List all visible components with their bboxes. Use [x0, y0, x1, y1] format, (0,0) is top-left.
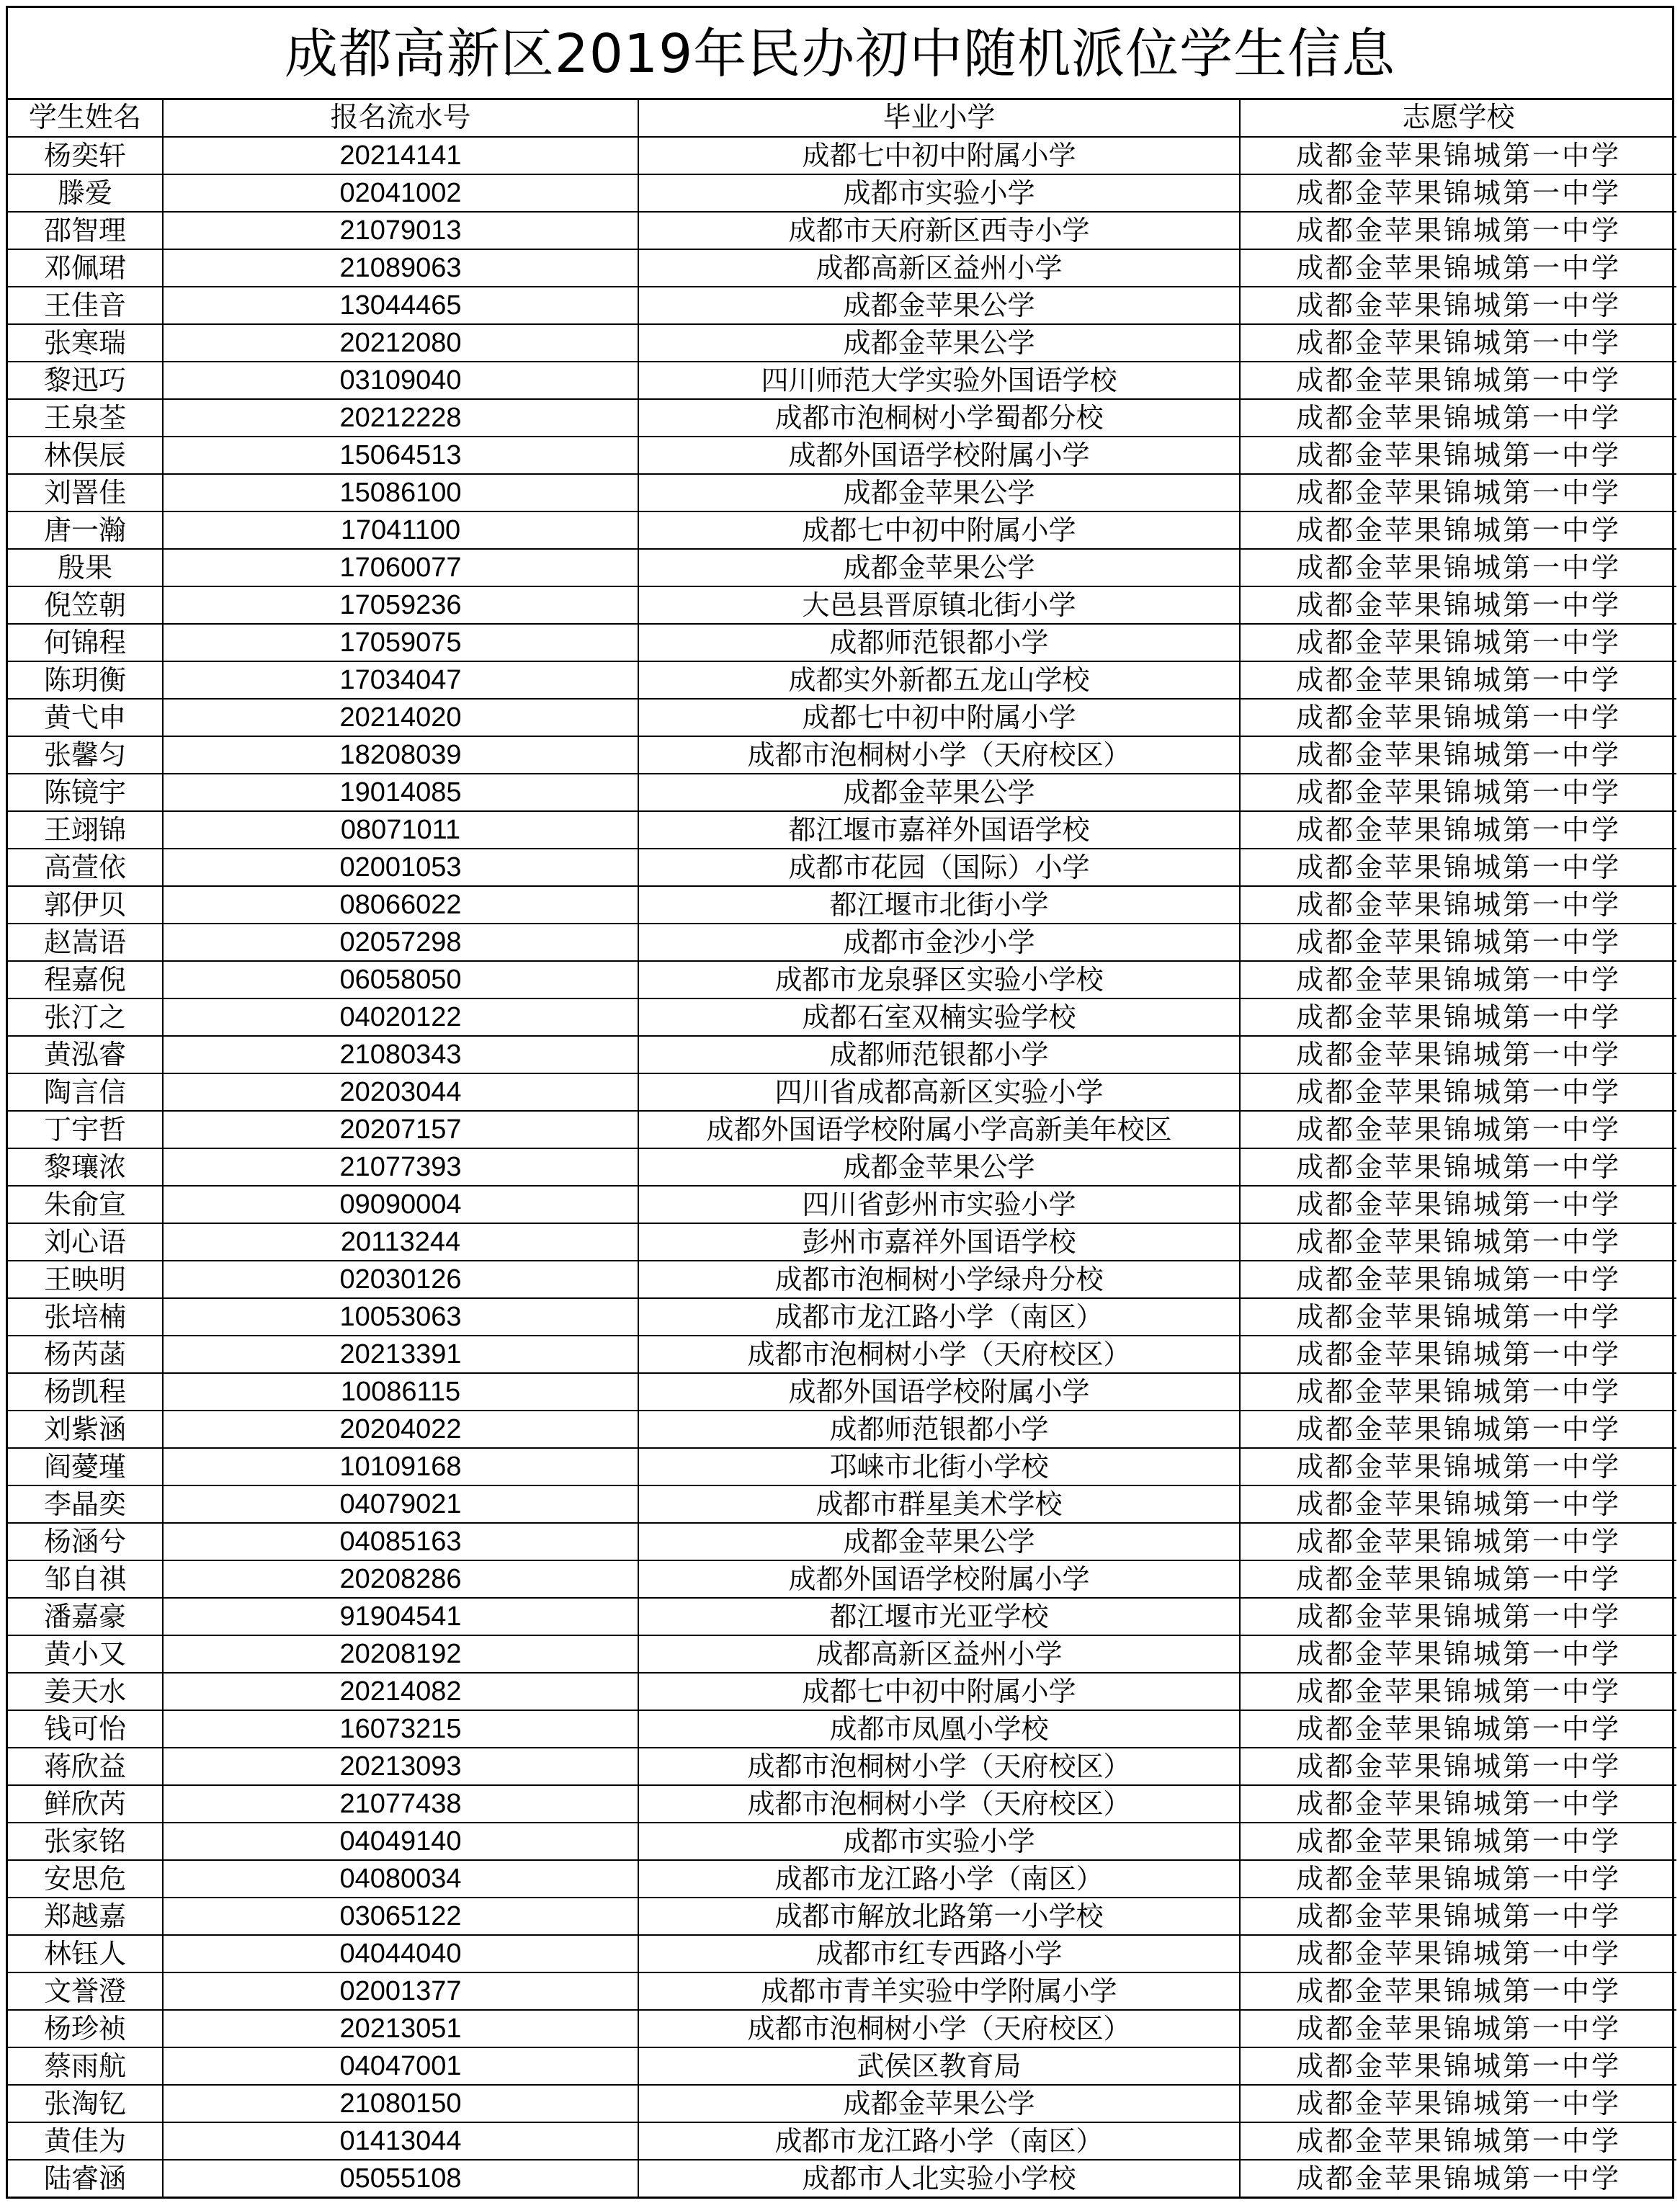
primary-school-cell: 成都金苹果公学	[638, 287, 1240, 324]
primary-school-cell: 大邑县晋原镇北街小学	[638, 586, 1240, 624]
primary-school-cell: 成都金苹果公学	[638, 549, 1240, 586]
primary-school-cell: 彭州市嘉祥外国语学校	[638, 1223, 1240, 1261]
primary-school-cell: 成都市花园（国际）小学	[638, 849, 1240, 886]
primary-school-cell: 成都师范银都小学	[638, 624, 1240, 661]
preferred-school-cell: 成都金苹果锦城第一中学	[1240, 1598, 1676, 1635]
student-name-cell: 黎瓖浓	[8, 1148, 163, 1186]
table-row	[8, 1036, 1676, 1073]
primary-school-cell: 成都市解放北路第一小学校	[638, 1898, 1240, 1935]
serial-number-cell: 20213093	[163, 1748, 638, 1785]
preferred-school-cell: 成都金苹果锦城第一中学	[1240, 137, 1676, 174]
table-row	[8, 1448, 1676, 1485]
serial-number-cell: 04044040	[163, 1935, 638, 1972]
primary-school-cell: 成都市龙江路小学（南区）	[638, 1298, 1240, 1336]
student-name-cell: 杨凯程	[8, 1373, 163, 1411]
table-row	[8, 549, 1676, 586]
table-row	[8, 362, 1676, 399]
preferred-school-cell: 成都金苹果锦城第一中学	[1240, 1972, 1676, 2010]
student-name-cell: 殷果	[8, 549, 163, 586]
serial-number-cell: 18208039	[163, 736, 638, 774]
table-row	[8, 1710, 1676, 1748]
student-name-cell: 张汀之	[8, 998, 163, 1036]
primary-school-cell: 都江堰市北街小学	[638, 886, 1240, 924]
primary-school-cell: 成都金苹果公学	[638, 2085, 1240, 2122]
serial-number-cell: 16073215	[163, 1710, 638, 1748]
student-name-cell: 黄弋申	[8, 699, 163, 736]
preferred-school-cell: 成都金苹果锦城第一中学	[1240, 1411, 1676, 1448]
student-name-cell: 张寒瑞	[8, 324, 163, 362]
table-row	[8, 624, 1676, 661]
preferred-school-cell: 成都金苹果锦城第一中学	[1240, 1148, 1676, 1186]
student-name-cell: 黄小又	[8, 1635, 163, 1673]
preferred-school-cell: 成都金苹果锦城第一中学	[1240, 1823, 1676, 1860]
primary-school-cell: 成都市实验小学	[638, 174, 1240, 212]
primary-school-cell: 成都市群星美术学校	[638, 1485, 1240, 1523]
table-row	[8, 1972, 1676, 2010]
table-row	[8, 137, 1676, 174]
preferred-school-cell: 成都金苹果锦城第一中学	[1240, 1111, 1676, 1148]
student-name-cell: 王翊锦	[8, 811, 163, 849]
table-row	[8, 1935, 1676, 1972]
primary-school-cell: 四川师范大学实验外国语学校	[638, 362, 1240, 399]
student-name-cell: 蔡雨航	[8, 2047, 163, 2085]
table-row	[8, 1598, 1676, 1635]
preferred-school-cell: 成都金苹果锦城第一中学	[1240, 362, 1676, 399]
preferred-school-cell: 成都金苹果锦城第一中学	[1240, 2047, 1676, 2085]
student-name-cell: 陶言信	[8, 1073, 163, 1111]
primary-school-cell: 成都市泡桐树小学（天府校区）	[638, 1336, 1240, 1373]
serial-number-cell: 20212228	[163, 399, 638, 437]
table-row	[8, 1485, 1676, 1523]
student-name-cell: 唐一瀚	[8, 511, 163, 549]
preferred-school-cell: 成都金苹果锦城第一中学	[1240, 437, 1676, 474]
serial-number-cell: 08071011	[163, 811, 638, 849]
serial-number-cell: 03065122	[163, 1898, 638, 1935]
preferred-school-cell: 成都金苹果锦城第一中学	[1240, 174, 1676, 212]
serial-number-cell: 20203044	[163, 1073, 638, 1111]
serial-number-cell: 21080343	[163, 1036, 638, 1073]
primary-school-cell: 都江堰市光亚学校	[638, 1598, 1240, 1635]
table-row	[8, 1673, 1676, 1710]
student-name-cell: 林钰人	[8, 1935, 163, 1972]
serial-number-cell: 17041100	[163, 511, 638, 549]
serial-number-cell: 20212080	[163, 324, 638, 362]
student-name-cell: 杨珍祯	[8, 2010, 163, 2047]
student-name-cell: 安思危	[8, 1860, 163, 1898]
serial-number-cell: 04080034	[163, 1860, 638, 1898]
preferred-school-cell: 成都金苹果锦城第一中学	[1240, 1036, 1676, 1073]
primary-school-cell: 成都外国语学校附属小学	[638, 1373, 1240, 1411]
primary-school-cell: 四川省成都高新区实验小学	[638, 1073, 1240, 1111]
preferred-school-cell: 成都金苹果锦城第一中学	[1240, 998, 1676, 1036]
spreadsheet	[6, 6, 1674, 2199]
serial-number-cell: 20213391	[163, 1336, 638, 1373]
serial-number-cell: 21077393	[163, 1148, 638, 1186]
preferred-school-cell: 成都金苹果锦城第一中学	[1240, 2085, 1676, 2122]
student-name-cell: 李晶奕	[8, 1485, 163, 1523]
serial-number-cell: 05055108	[163, 2160, 638, 2197]
column-header-name: 学生姓名	[8, 100, 163, 137]
student-name-cell: 张馨匀	[8, 736, 163, 774]
primary-school-cell: 成都市泡桐树小学（天府校区）	[638, 736, 1240, 774]
column-header-preferred-school: 志愿学校	[1240, 100, 1676, 137]
table-row	[8, 1336, 1676, 1373]
serial-number-cell: 20214141	[163, 137, 638, 174]
student-name-cell: 姜天水	[8, 1673, 163, 1710]
table-row	[8, 2160, 1676, 2197]
primary-school-cell: 成都市泡桐树小学蜀都分校	[638, 399, 1240, 437]
primary-school-cell: 都江堰市嘉祥外国语学校	[638, 811, 1240, 849]
table-row	[8, 924, 1676, 961]
preferred-school-cell: 成都金苹果锦城第一中学	[1240, 1710, 1676, 1748]
serial-number-cell: 03109040	[163, 362, 638, 399]
serial-number-cell: 20214082	[163, 1673, 638, 1710]
student-name-cell: 王泉荃	[8, 399, 163, 437]
serial-number-cell: 17059075	[163, 624, 638, 661]
table-row	[8, 2122, 1676, 2160]
page-title: 成都高新区2019年民办初中随机派位学生信息	[8, 8, 1672, 100]
preferred-school-cell: 成都金苹果锦城第一中学	[1240, 549, 1676, 586]
preferred-school-cell: 成都金苹果锦城第一中学	[1240, 1373, 1676, 1411]
student-name-cell: 文誉澄	[8, 1972, 163, 2010]
student-table	[8, 100, 1676, 2197]
preferred-school-cell: 成都金苹果锦城第一中学	[1240, 1785, 1676, 1823]
student-name-cell: 杨涵兮	[8, 1523, 163, 1560]
primary-school-cell: 武侯区教育局	[638, 2047, 1240, 2085]
table-row	[8, 1223, 1676, 1261]
preferred-school-cell: 成都金苹果锦城第一中学	[1240, 1898, 1676, 1935]
preferred-school-cell: 成都金苹果锦城第一中学	[1240, 2010, 1676, 2047]
serial-number-cell: 20214020	[163, 699, 638, 736]
student-name-cell: 杨奕轩	[8, 137, 163, 174]
preferred-school-cell: 成都金苹果锦城第一中学	[1240, 1186, 1676, 1223]
student-name-cell: 刘心语	[8, 1223, 163, 1261]
preferred-school-cell: 成都金苹果锦城第一中学	[1240, 1485, 1676, 1523]
student-name-cell: 倪笠朝	[8, 586, 163, 624]
serial-number-cell: 20208192	[163, 1635, 638, 1673]
primary-school-cell: 成都市龙江路小学（南区）	[638, 2122, 1240, 2160]
table-row	[8, 886, 1676, 924]
preferred-school-cell: 成都金苹果锦城第一中学	[1240, 924, 1676, 961]
serial-number-cell: 20208286	[163, 1560, 638, 1598]
student-name-cell: 黄佳为	[8, 2122, 163, 2160]
student-name-cell: 朱俞宣	[8, 1186, 163, 1223]
table-row	[8, 1748, 1676, 1785]
table-row	[8, 212, 1676, 249]
primary-school-cell: 邛崃市北街小学校	[638, 1448, 1240, 1485]
table-row	[8, 849, 1676, 886]
serial-number-cell: 02041002	[163, 174, 638, 212]
table-row	[8, 2047, 1676, 2085]
primary-school-cell: 四川省彭州市实验小学	[638, 1186, 1240, 1223]
preferred-school-cell: 成都金苹果锦城第一中学	[1240, 961, 1676, 998]
serial-number-cell: 20204022	[163, 1411, 638, 1448]
primary-school-cell: 成都市人北实验小学校	[638, 2160, 1240, 2197]
serial-number-cell: 21079013	[163, 212, 638, 249]
preferred-school-cell: 成都金苹果锦城第一中学	[1240, 1673, 1676, 1710]
serial-number-cell: 15064513	[163, 437, 638, 474]
preferred-school-cell: 成都金苹果锦城第一中学	[1240, 1073, 1676, 1111]
student-name-cell: 林俣辰	[8, 437, 163, 474]
table-row	[8, 998, 1676, 1036]
serial-number-cell: 02001377	[163, 1972, 638, 2010]
column-header-primary-school: 毕业小学	[638, 100, 1240, 137]
primary-school-cell: 成都市红专西路小学	[638, 1935, 1240, 1972]
serial-number-cell: 04049140	[163, 1823, 638, 1860]
student-name-cell: 郭伊贝	[8, 886, 163, 924]
preferred-school-cell: 成都金苹果锦城第一中学	[1240, 1261, 1676, 1298]
student-name-cell: 张培楠	[8, 1298, 163, 1336]
student-name-cell: 陆睿涵	[8, 2160, 163, 2197]
student-name-cell: 刘紫涵	[8, 1411, 163, 1448]
serial-number-cell: 09090004	[163, 1186, 638, 1223]
serial-number-cell: 91904541	[163, 1598, 638, 1635]
table-row	[8, 399, 1676, 437]
serial-number-cell: 19014085	[163, 774, 638, 811]
primary-school-cell: 成都高新区益州小学	[638, 249, 1240, 287]
primary-school-cell: 成都七中初中附属小学	[638, 137, 1240, 174]
table-row	[8, 1261, 1676, 1298]
primary-school-cell: 成都高新区益州小学	[638, 1635, 1240, 1673]
primary-school-cell: 成都外国语学校附属小学高新美年校区	[638, 1111, 1240, 1148]
student-name-cell: 郑越嘉	[8, 1898, 163, 1935]
table-row	[8, 736, 1676, 774]
primary-school-cell: 成都市泡桐树小学（天府校区）	[638, 1748, 1240, 1785]
student-name-cell: 何锦程	[8, 624, 163, 661]
serial-number-cell: 17034047	[163, 661, 638, 699]
table-row	[8, 249, 1676, 287]
student-name-cell: 陈玥衡	[8, 661, 163, 699]
serial-number-cell: 17060077	[163, 549, 638, 586]
primary-school-cell: 成都市泡桐树小学绿舟分校	[638, 1261, 1240, 1298]
preferred-school-cell: 成都金苹果锦城第一中学	[1240, 586, 1676, 624]
preferred-school-cell: 成都金苹果锦城第一中学	[1240, 2122, 1676, 2160]
table-row	[8, 511, 1676, 549]
primary-school-cell: 成都师范银都小学	[638, 1411, 1240, 1448]
preferred-school-cell: 成都金苹果锦城第一中学	[1240, 474, 1676, 511]
student-name-cell: 陈镜宇	[8, 774, 163, 811]
serial-number-cell: 04020122	[163, 998, 638, 1036]
serial-number-cell: 04079021	[163, 1485, 638, 1523]
primary-school-cell: 成都市凤凰小学校	[638, 1710, 1240, 1748]
preferred-school-cell: 成都金苹果锦城第一中学	[1240, 774, 1676, 811]
student-name-cell: 杨芮菡	[8, 1336, 163, 1373]
serial-number-cell: 17059236	[163, 586, 638, 624]
primary-school-cell: 成都市实验小学	[638, 1823, 1240, 1860]
student-name-cell: 潘嘉豪	[8, 1598, 163, 1635]
serial-number-cell: 21089063	[163, 249, 638, 287]
student-name-cell: 蒋欣益	[8, 1748, 163, 1785]
preferred-school-cell: 成都金苹果锦城第一中学	[1240, 1748, 1676, 1785]
table-row	[8, 1411, 1676, 1448]
serial-number-cell: 02057298	[163, 924, 638, 961]
primary-school-cell: 成都市天府新区西寺小学	[638, 212, 1240, 249]
preferred-school-cell: 成都金苹果锦城第一中学	[1240, 1560, 1676, 1598]
column-header-serial: 报名流水号	[163, 100, 638, 137]
primary-school-cell: 成都七中初中附属小学	[638, 1673, 1240, 1710]
primary-school-cell: 成都市龙江路小学（南区）	[638, 1860, 1240, 1898]
table-row	[8, 1073, 1676, 1111]
student-name-cell: 程嘉倪	[8, 961, 163, 998]
primary-school-cell: 成都外国语学校附属小学	[638, 1560, 1240, 1598]
student-name-cell: 邵智理	[8, 212, 163, 249]
preferred-school-cell: 成都金苹果锦城第一中学	[1240, 324, 1676, 362]
table-row	[8, 437, 1676, 474]
primary-school-cell: 成都石室双楠实验学校	[638, 998, 1240, 1036]
student-name-cell: 滕爱	[8, 174, 163, 212]
table-row	[8, 1186, 1676, 1223]
student-name-cell: 王映明	[8, 1261, 163, 1298]
table-row	[8, 1373, 1676, 1411]
primary-school-cell: 成都师范银都小学	[638, 1036, 1240, 1073]
preferred-school-cell: 成都金苹果锦城第一中学	[1240, 399, 1676, 437]
serial-number-cell: 10086115	[163, 1373, 638, 1411]
table-row	[8, 1860, 1676, 1898]
serial-number-cell: 08066022	[163, 886, 638, 924]
preferred-school-cell: 成都金苹果锦城第一中学	[1240, 1935, 1676, 1972]
student-name-cell: 丁宇哲	[8, 1111, 163, 1148]
primary-school-cell: 成都市泡桐树小学（天府校区）	[638, 1785, 1240, 1823]
table-row	[8, 1148, 1676, 1186]
table-row	[8, 1635, 1676, 1673]
serial-number-cell: 20113244	[163, 1223, 638, 1261]
preferred-school-cell: 成都金苹果锦城第一中学	[1240, 212, 1676, 249]
serial-number-cell: 04085163	[163, 1523, 638, 1560]
primary-school-cell: 成都实外新都五龙山学校	[638, 661, 1240, 699]
serial-number-cell: 10053063	[163, 1298, 638, 1336]
serial-number-cell: 02001053	[163, 849, 638, 886]
student-name-cell: 钱可怡	[8, 1710, 163, 1748]
serial-number-cell: 10109168	[163, 1448, 638, 1485]
serial-number-cell: 06058050	[163, 961, 638, 998]
primary-school-cell: 成都市泡桐树小学（天府校区）	[638, 2010, 1240, 2047]
student-name-cell: 王佳音	[8, 287, 163, 324]
table-row	[8, 1298, 1676, 1336]
preferred-school-cell: 成都金苹果锦城第一中学	[1240, 1223, 1676, 1261]
student-name-cell: 刘罯佳	[8, 474, 163, 511]
table-row	[8, 2010, 1676, 2047]
table-row	[8, 1823, 1676, 1860]
preferred-school-cell: 成都金苹果锦城第一中学	[1240, 511, 1676, 549]
primary-school-cell: 成都市龙泉驿区实验小学校	[638, 961, 1240, 998]
preferred-school-cell: 成都金苹果锦城第一中学	[1240, 1298, 1676, 1336]
serial-number-cell: 20207157	[163, 1111, 638, 1148]
primary-school-cell: 成都金苹果公学	[638, 774, 1240, 811]
primary-school-cell: 成都金苹果公学	[638, 324, 1240, 362]
preferred-school-cell: 成都金苹果锦城第一中学	[1240, 249, 1676, 287]
student-name-cell: 张淘钇	[8, 2085, 163, 2122]
preferred-school-cell: 成都金苹果锦城第一中学	[1240, 1635, 1676, 1673]
preferred-school-cell: 成都金苹果锦城第一中学	[1240, 886, 1676, 924]
table-row	[8, 774, 1676, 811]
student-name-cell: 鲜欣芮	[8, 1785, 163, 1823]
preferred-school-cell: 成都金苹果锦城第一中学	[1240, 699, 1676, 736]
table-row	[8, 474, 1676, 511]
table-row	[8, 287, 1676, 324]
primary-school-cell: 成都七中初中附属小学	[638, 511, 1240, 549]
header-row	[8, 100, 1676, 137]
preferred-school-cell: 成都金苹果锦城第一中学	[1240, 287, 1676, 324]
serial-number-cell: 21077438	[163, 1785, 638, 1823]
preferred-school-cell: 成都金苹果锦城第一中学	[1240, 1448, 1676, 1485]
serial-number-cell: 20213051	[163, 2010, 638, 2047]
serial-number-cell: 01413044	[163, 2122, 638, 2160]
table-row	[8, 661, 1676, 699]
serial-number-cell: 02030126	[163, 1261, 638, 1298]
table-row	[8, 1898, 1676, 1935]
student-name-cell: 黄泓睿	[8, 1036, 163, 1073]
student-name-cell: 邓佩珺	[8, 249, 163, 287]
table-row	[8, 811, 1676, 849]
serial-number-cell: 21080150	[163, 2085, 638, 2122]
preferred-school-cell: 成都金苹果锦城第一中学	[1240, 1523, 1676, 1560]
table-row	[8, 1560, 1676, 1598]
serial-number-cell: 04047001	[163, 2047, 638, 2085]
table-row	[8, 1523, 1676, 1560]
student-name-cell: 黎迅巧	[8, 362, 163, 399]
table-row	[8, 1111, 1676, 1148]
preferred-school-cell: 成都金苹果锦城第一中学	[1240, 661, 1676, 699]
primary-school-cell: 成都市金沙小学	[638, 924, 1240, 961]
student-name-cell: 邹自祺	[8, 1560, 163, 1598]
table-row	[8, 961, 1676, 998]
student-name-cell: 赵嵩语	[8, 924, 163, 961]
preferred-school-cell: 成都金苹果锦城第一中学	[1240, 849, 1676, 886]
primary-school-cell: 成都金苹果公学	[638, 1148, 1240, 1186]
student-name-cell: 张家铭	[8, 1823, 163, 1860]
table-row	[8, 699, 1676, 736]
primary-school-cell: 成都七中初中附属小学	[638, 699, 1240, 736]
preferred-school-cell: 成都金苹果锦城第一中学	[1240, 624, 1676, 661]
table-row	[8, 586, 1676, 624]
preferred-school-cell: 成都金苹果锦城第一中学	[1240, 1860, 1676, 1898]
table-row	[8, 324, 1676, 362]
student-name-cell: 阎薆瑾	[8, 1448, 163, 1485]
primary-school-cell: 成都市青羊实验中学附属小学	[638, 1972, 1240, 2010]
table-row	[8, 1785, 1676, 1823]
serial-number-cell: 13044465	[163, 287, 638, 324]
preferred-school-cell: 成都金苹果锦城第一中学	[1240, 736, 1676, 774]
table-row	[8, 174, 1676, 212]
serial-number-cell: 15086100	[163, 474, 638, 511]
preferred-school-cell: 成都金苹果锦城第一中学	[1240, 811, 1676, 849]
preferred-school-cell: 成都金苹果锦城第一中学	[1240, 1336, 1676, 1373]
student-name-cell: 高萱依	[8, 849, 163, 886]
table-row	[8, 2085, 1676, 2122]
table-body	[8, 137, 1676, 2197]
primary-school-cell: 成都金苹果公学	[638, 474, 1240, 511]
primary-school-cell: 成都外国语学校附属小学	[638, 437, 1240, 474]
primary-school-cell: 成都金苹果公学	[638, 1523, 1240, 1560]
preferred-school-cell: 成都金苹果锦城第一中学	[1240, 2160, 1676, 2197]
